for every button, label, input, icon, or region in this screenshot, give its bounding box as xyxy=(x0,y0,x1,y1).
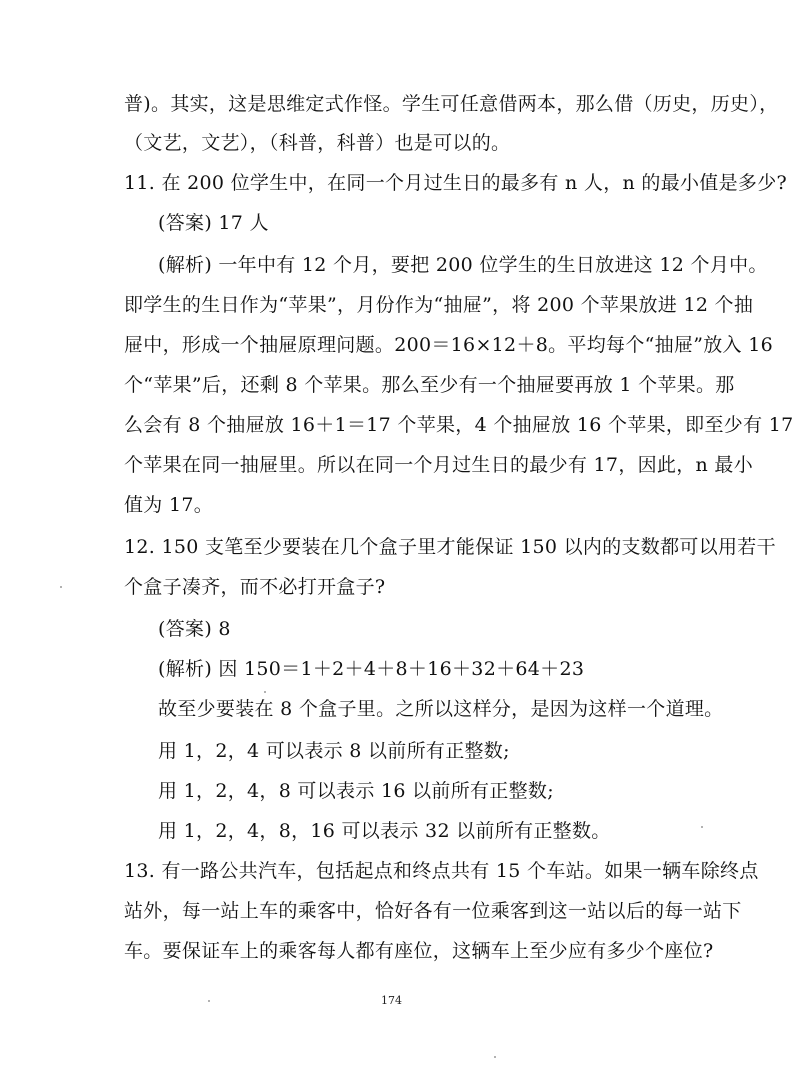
question-11: 11. 在 200 位学生中，在同一个月过生日的最多有 n 人，n 的最小值是多少? xyxy=(124,172,787,194)
analysis-11-line-4: 个“苹果”后，还剩 8 个苹果。那么至少有一个抽屉要再放 1 个苹果。那 xyxy=(124,374,735,396)
analysis-12-line-1: (解析) 因 150＝1＋2＋4＋8＋16＋32＋64＋23 xyxy=(158,658,585,680)
analysis-11-line-5: 么会有 8 个抽屉放 16＋1＝17 个苹果，4 个抽屉放 16 个苹果，即至少有 17 xyxy=(124,414,794,436)
scan-speck xyxy=(60,586,62,588)
answer-12: (答案) 8 xyxy=(158,618,231,640)
analysis-12-line-2: 故至少要装在 8 个盒子里。之所以这样分，是因为这样一个道理。 xyxy=(158,698,724,720)
analysis-11-line-6: 个苹果在同一抽屉里。所以在同一个月过生日的最少有 17，因此，n 最小 xyxy=(124,454,753,476)
scan-speck xyxy=(208,1000,210,1002)
scan-speck xyxy=(701,826,703,828)
question-13-line-2: 站外，每一站上车的乘客中，恰好各有一位乘客到这一站以后的每一站下 xyxy=(124,900,742,922)
question-13-line-1: 13. 有一路公共汽车，包括起点和终点共有 15 个车站。如果一辆车除终点 xyxy=(124,860,759,882)
analysis-12-line-3: 用 1，2，4 可以表示 8 以前所有正整数; xyxy=(158,740,510,762)
analysis-11-line-1: (解析) 一年中有 12 个月，要把 200 位学生的生日放进这 12 个月中。 xyxy=(158,254,768,276)
scan-speck xyxy=(494,1056,496,1058)
answer-11: (答案) 17 人 xyxy=(158,212,269,234)
scan-speck xyxy=(264,691,266,693)
analysis-11-line-2: 即学生的生日作为“苹果”，月份作为“抽屉”，将 200 个苹果放进 12 个抽 xyxy=(124,294,754,316)
analysis-12-line-5: 用 1，2，4，8，16 可以表示 32 以前所有正整数。 xyxy=(158,820,611,842)
analysis-11-line-7: 值为 17。 xyxy=(124,494,214,516)
analysis-11-line-3: 屉中，形成一个抽屉原理问题。200＝16×12＋8。平均每个“抽屉”放入 16 xyxy=(124,334,773,356)
question-12-line-2: 个盒子凑齐，而不必打开盒子? xyxy=(124,576,386,598)
page-number: 174 xyxy=(381,994,402,1007)
analysis-12-line-4: 用 1，2，4，8 可以表示 16 以前所有正整数; xyxy=(158,780,554,802)
question-12-line-1: 12. 150 支笔至少要装在几个盒子里才能保证 150 以内的支数都可以用若干 xyxy=(124,536,776,558)
continuation-line-1: 普)。其实，这是思维定式作怪。学生可任意借两本，那么借（历史，历史）， xyxy=(124,93,779,115)
continuation-line-2: （文艺，文艺），（科普，科普）也是可以的。 xyxy=(124,132,511,154)
question-13-line-3: 车。要保证车上的乘客每人都有座位，这辆车上至少应有多少个座位? xyxy=(124,940,714,962)
